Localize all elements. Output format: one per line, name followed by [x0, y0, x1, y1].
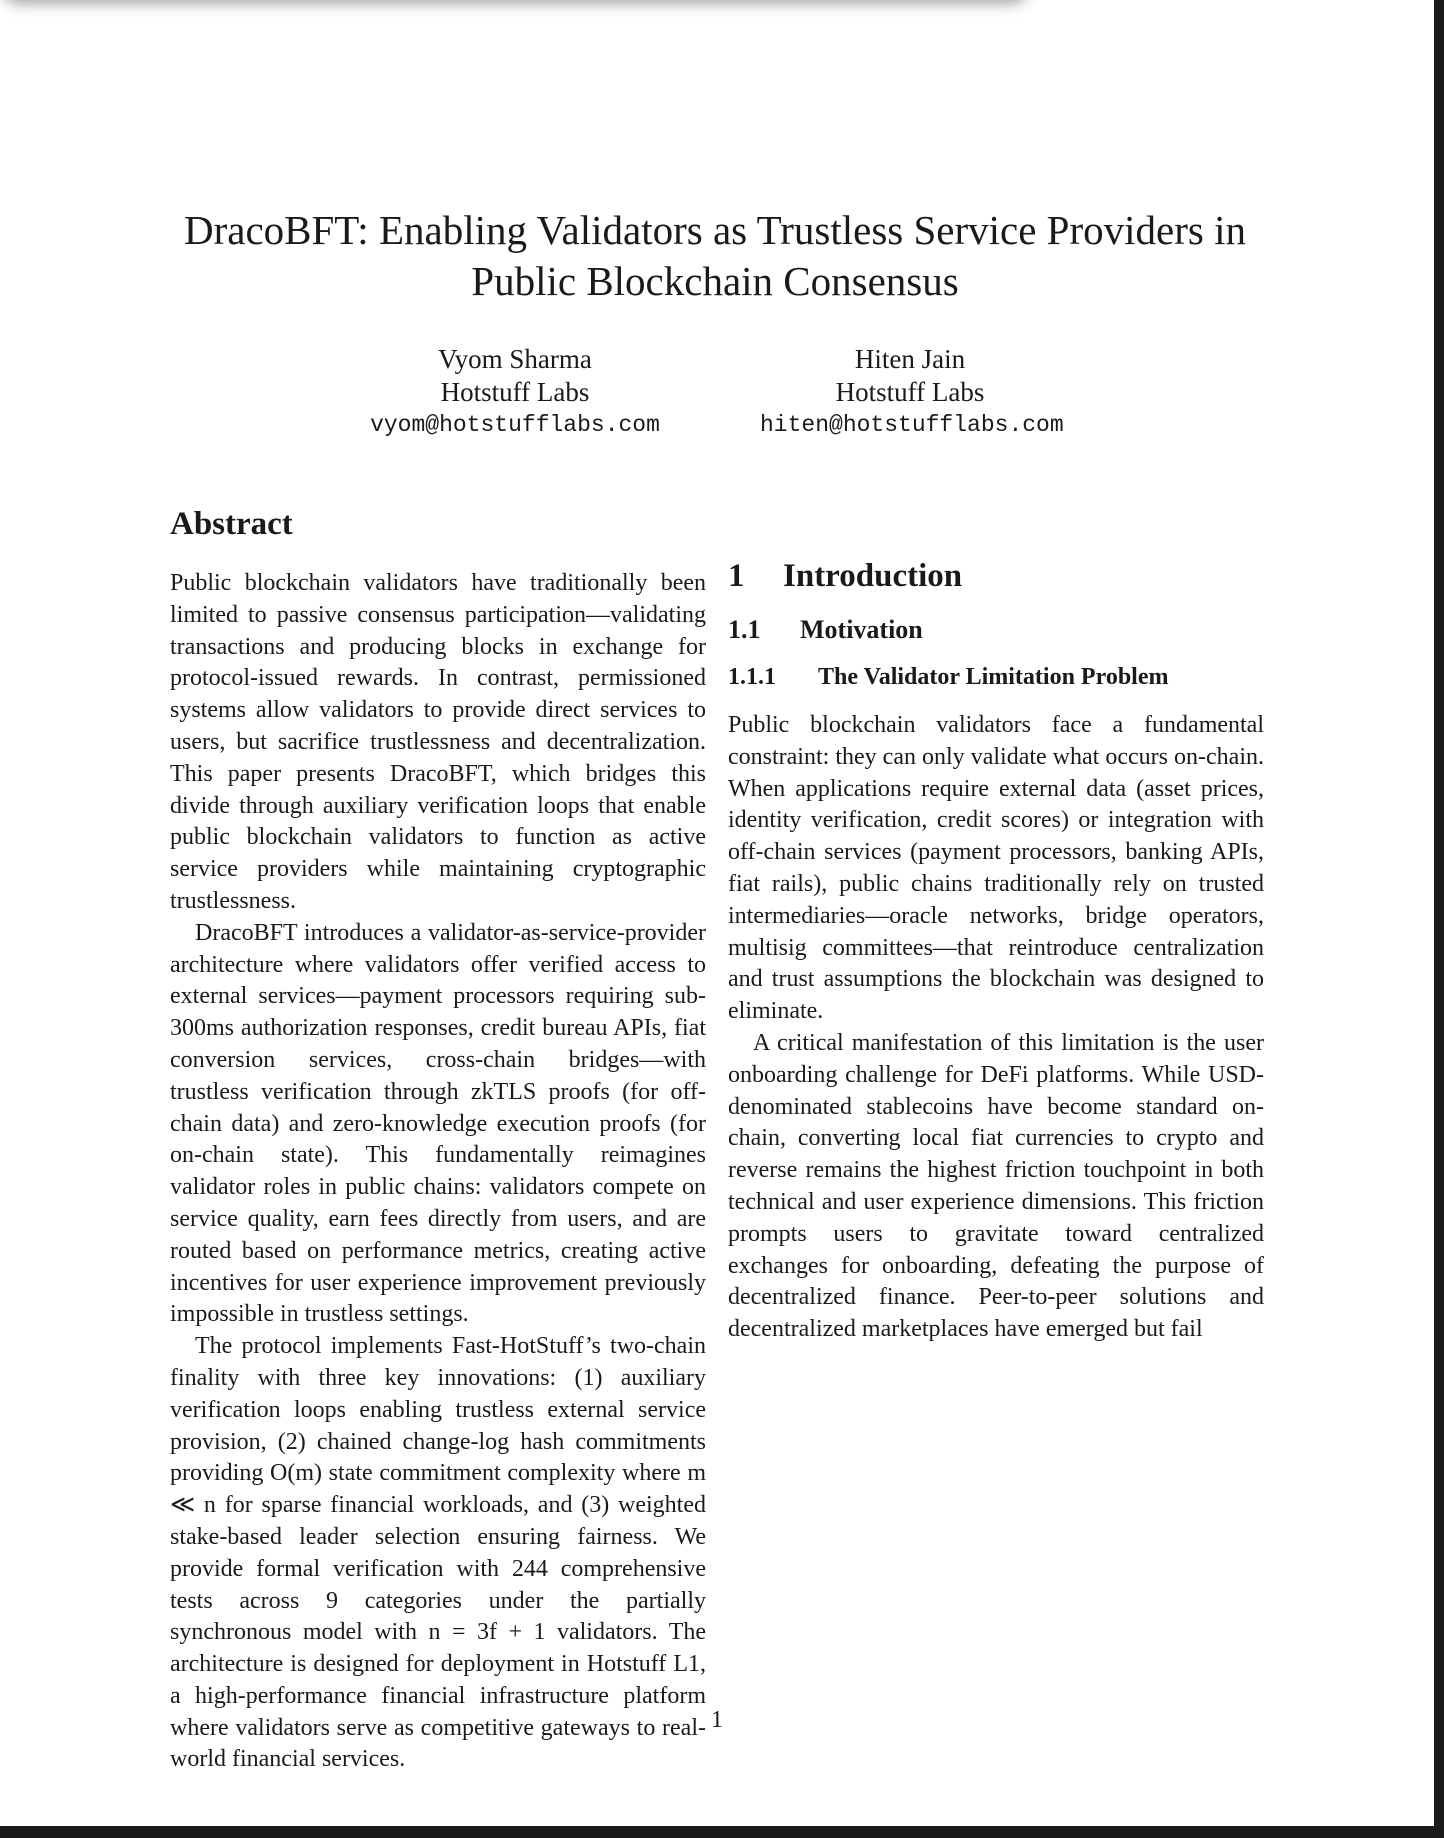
- author-affiliation: Hotstuff Labs: [440, 377, 590, 407]
- paper-title: [120, 205, 1310, 307]
- author-name: Hiten Jain: [854, 344, 966, 374]
- title-line-1: DracoBFT: Enabling Validators as Trustless Service Providers in: [184, 207, 1246, 253]
- author-affiliation: Hotstuff Labs: [835, 377, 985, 407]
- subsection-title: Motivation: [800, 615, 923, 644]
- section-title: Introduction: [783, 558, 963, 594]
- author-email: hiten@hotstufflabs.com: [760, 412, 1064, 438]
- author-email: vyom@hotstufflabs.com: [370, 412, 660, 438]
- section-number: 1: [728, 558, 745, 594]
- abstract-paragraph-1: Public blockchain validators have traditionally been limited to passive consensus participation—validating transactions and producing blocks in exchange for protocol-issued rewards. In contrast, permissioned systems allow validators to provide direct services to users, but sacrifice trustlessness and decentralization. This paper presents DracoBFT, which bridges this divide through auxiliary verification loops that enable public blockchain validators to function as active service providers while maintaining cryptographic trustlessness.: [170, 570, 706, 914]
- page-number: 1: [711, 1707, 723, 1733]
- author-block-2: [760, 343, 1064, 442]
- right-column: [728, 512, 1264, 1346]
- left-column: [170, 504, 706, 1776]
- author-name: Vyom Sharma: [438, 344, 592, 374]
- intro-paragraph-1: Public blockchain validators face a fundamental constraint: they can only validate what occurs on-chain. When applications require external data (asset prices, identity verification, credit scores) or integration with off-chain services (payment processors, banking APIs, fiat rails), public chains traditionally rely on trusted intermediaries—oracle networks, bridge operators, multisig committees—that reintroduce centralization and trust assumptions the blockchain was designed to eliminate.: [728, 712, 1264, 1025]
- title-line-2: Public Blockchain Consensus: [471, 258, 959, 304]
- subsubsection-heading-validator-limitation: [728, 662, 1264, 692]
- subsubsection-number: 1.1.1: [728, 664, 776, 690]
- subsection-heading-motivation: [728, 614, 1264, 646]
- subsection-number: 1.1: [728, 615, 761, 644]
- subsubsection-title: The Validator Limitation Problem: [818, 664, 1169, 690]
- abstract-paragraph-3: The protocol implements Fast-HotStuff’s two-chain finality with three key innovations: (1) auxiliary verification loops enabling trustless external service provision, (2) chained change-log hash commitments providing O(m) state commitment complexity where m ≪ n for sparse financial workloads, and (3) weighted stake-based leader selection ensuring fairness. We provide formal verification with 244 comprehensive tests across 9 categories under the partially synchronous model with n = 3f + 1 validators. The architecture is designed for deployment in Hotstuff L1, a high-performance financial infrastructure platform where validators serve as competitive gateways to real-world financial services.: [170, 1333, 706, 1773]
- author-block-1: [360, 343, 670, 442]
- intro-paragraph-2: A critical manifestation of this limitation is the user onboarding challenge for DeFi platforms. While USD-denominated stablecoins have become standard on-chain, converting local fiat currencies to crypto and reverse remains the highest friction touchpoint in both technical and user experience dimensions. This friction prompts users to gravitate toward centralized exchanges for onboarding, defeating the purpose of decentralized finance. Peer-to-peer solutions and decentralized marketplaces have emerged but fail: [728, 1029, 1264, 1343]
- abstract-paragraph-2: DracoBFT introduces a validator-as-service-provider architecture where validators offer verified access to external services—payment processors requiring sub-300ms authorization responses, credit bureau APIs, fiat conversion services, cross-chain bridges—with trustless verification through zkTLS proofs (for off-chain data) and zero-knowledge execution proofs (for on-chain state). This fundamentally reimagines validator roles in public chains: validators compete on service quality, earn fees directly from users, and are routed based on performance metrics, creating active incentives for user experience improvement previously impossible in trustless settings.: [170, 919, 706, 1328]
- abstract-heading: Abstract: [170, 506, 293, 542]
- section-heading-introduction: [728, 556, 1264, 596]
